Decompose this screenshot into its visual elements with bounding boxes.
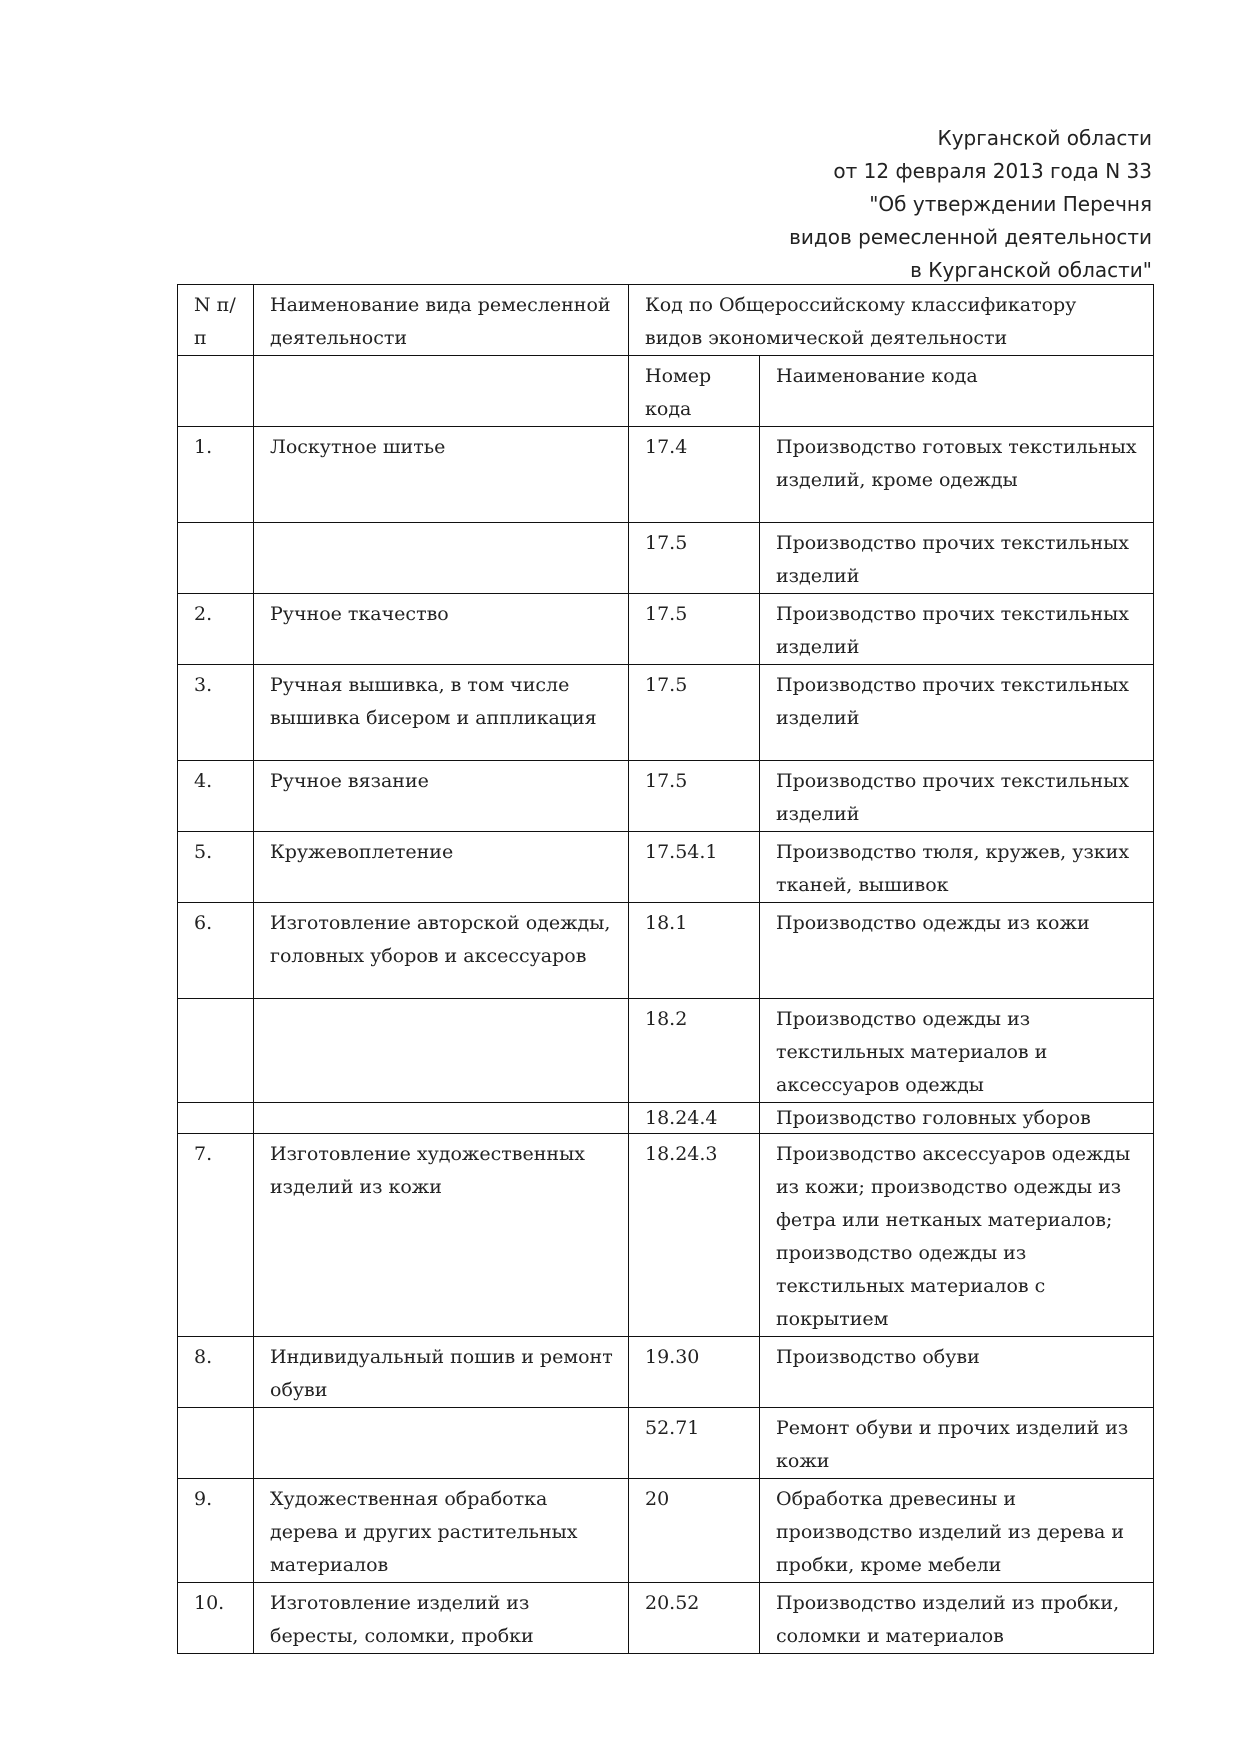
row-num (178, 999, 254, 1103)
table-row (178, 1408, 1154, 1479)
row-name (254, 999, 629, 1103)
row-code: 20.52 (629, 1583, 760, 1654)
header-line: "Об утверждении Перечня (869, 192, 1152, 216)
row-code: 17.5 (629, 594, 760, 665)
row-code: 18.1 (629, 903, 760, 999)
row-num: 2. (178, 594, 254, 665)
row-desc: Производство изделий из пробки, соломки и материалов (760, 1583, 1154, 1654)
header-line: от 12 февраля 2013 года N 33 (833, 159, 1152, 183)
header-code-num: Номер кода (629, 356, 760, 427)
table-row (178, 1583, 1154, 1654)
table-row (178, 523, 1154, 594)
row-desc: Производство готовых текстильных изделий, кроме одежды (760, 427, 1154, 523)
row-num: 9. (178, 1479, 254, 1583)
row-code: 52.71 (629, 1408, 760, 1479)
row-name: Лоскутное шитье (254, 427, 629, 523)
table-row (178, 1337, 1154, 1408)
row-name (254, 523, 629, 594)
row-num (178, 1103, 254, 1134)
header-line: в Курганской области" (910, 258, 1152, 282)
crafts-table (177, 284, 1154, 1654)
table-row (178, 903, 1154, 999)
row-num: 10. (178, 1583, 254, 1654)
table-subheader-row (178, 356, 1154, 427)
row-desc: Производство одежды из кожи (760, 903, 1154, 999)
row-desc: Производство обуви (760, 1337, 1154, 1408)
row-num: 7. (178, 1134, 254, 1337)
row-num: 8. (178, 1337, 254, 1408)
row-name: Художественная обработка дерева и других растительных материалов (254, 1479, 629, 1583)
table-row (178, 1103, 1154, 1134)
row-name: Ручное ткачество (254, 594, 629, 665)
empty-cell (178, 356, 254, 427)
table-row (178, 999, 1154, 1103)
row-name: Индивидуальный пошив и ремонт обуви (254, 1337, 629, 1408)
header-line: видов ремесленной деятельности (789, 225, 1152, 249)
row-code: 19.30 (629, 1337, 760, 1408)
row-code: 17.54.1 (629, 832, 760, 903)
table-row (178, 594, 1154, 665)
row-name: Ручное вязание (254, 761, 629, 832)
row-code: 17.5 (629, 761, 760, 832)
row-name: Изготовление изделий из бересты, соломки, пробки (254, 1583, 629, 1654)
header-line: Курганской области (937, 126, 1152, 150)
row-code: 17.5 (629, 665, 760, 761)
row-num: 6. (178, 903, 254, 999)
row-code: 18.24.4 (629, 1103, 760, 1134)
table-row (178, 832, 1154, 903)
row-desc: Производство прочих текстильных изделий (760, 594, 1154, 665)
header-name: Наименование вида ремесленной деятельности (254, 285, 629, 356)
row-desc: Обработка древесины и производство изделий из дерева и пробки, кроме мебели (760, 1479, 1154, 1583)
row-num: 4. (178, 761, 254, 832)
row-num: 3. (178, 665, 254, 761)
table-header-row (178, 285, 1154, 356)
header-code-name: Наименование кода (760, 356, 1154, 427)
row-desc: Ремонт обуви и прочих изделий из кожи (760, 1408, 1154, 1479)
row-desc: Производство аксессуаров одежды из кожи; производство одежды из фетра или нетканых материалов; производство одежды из текстильных материалов с покрытием (760, 1134, 1154, 1337)
row-desc: Производство головных уборов (760, 1103, 1154, 1134)
row-desc: Производство одежды из текстильных материалов и аксессуаров одежды (760, 999, 1154, 1103)
row-code: 18.24.3 (629, 1134, 760, 1337)
document-header (552, 122, 1152, 287)
row-code: 20 (629, 1479, 760, 1583)
row-name: Кружевоплетение (254, 832, 629, 903)
empty-cell (254, 356, 629, 427)
row-code: 18.2 (629, 999, 760, 1103)
table-row (178, 665, 1154, 761)
row-name (254, 1103, 629, 1134)
row-desc: Производство прочих текстильных изделий (760, 523, 1154, 594)
table-row (178, 761, 1154, 832)
row-num (178, 523, 254, 594)
row-num: 1. (178, 427, 254, 523)
table-row (178, 1134, 1154, 1337)
row-name (254, 1408, 629, 1479)
row-name: Изготовление художественных изделий из кожи (254, 1134, 629, 1337)
table-row (178, 427, 1154, 523)
header-okved: Код по Общероссийскому классификатору видов экономической деятельности (629, 285, 1154, 356)
row-desc: Производство прочих текстильных изделий (760, 761, 1154, 832)
row-desc: Производство прочих текстильных изделий (760, 665, 1154, 761)
row-desc: Производство тюля, кружев, узких тканей, вышивок (760, 832, 1154, 903)
row-name: Изготовление авторской одежды, головных уборов и аксессуаров (254, 903, 629, 999)
row-code: 17.4 (629, 427, 760, 523)
header-num: N п/п (178, 285, 254, 356)
row-num: 5. (178, 832, 254, 903)
table-row (178, 1479, 1154, 1583)
row-name: Ручная вышивка, в том числе вышивка бисером и аппликация (254, 665, 629, 761)
row-num (178, 1408, 254, 1479)
row-code: 17.5 (629, 523, 760, 594)
